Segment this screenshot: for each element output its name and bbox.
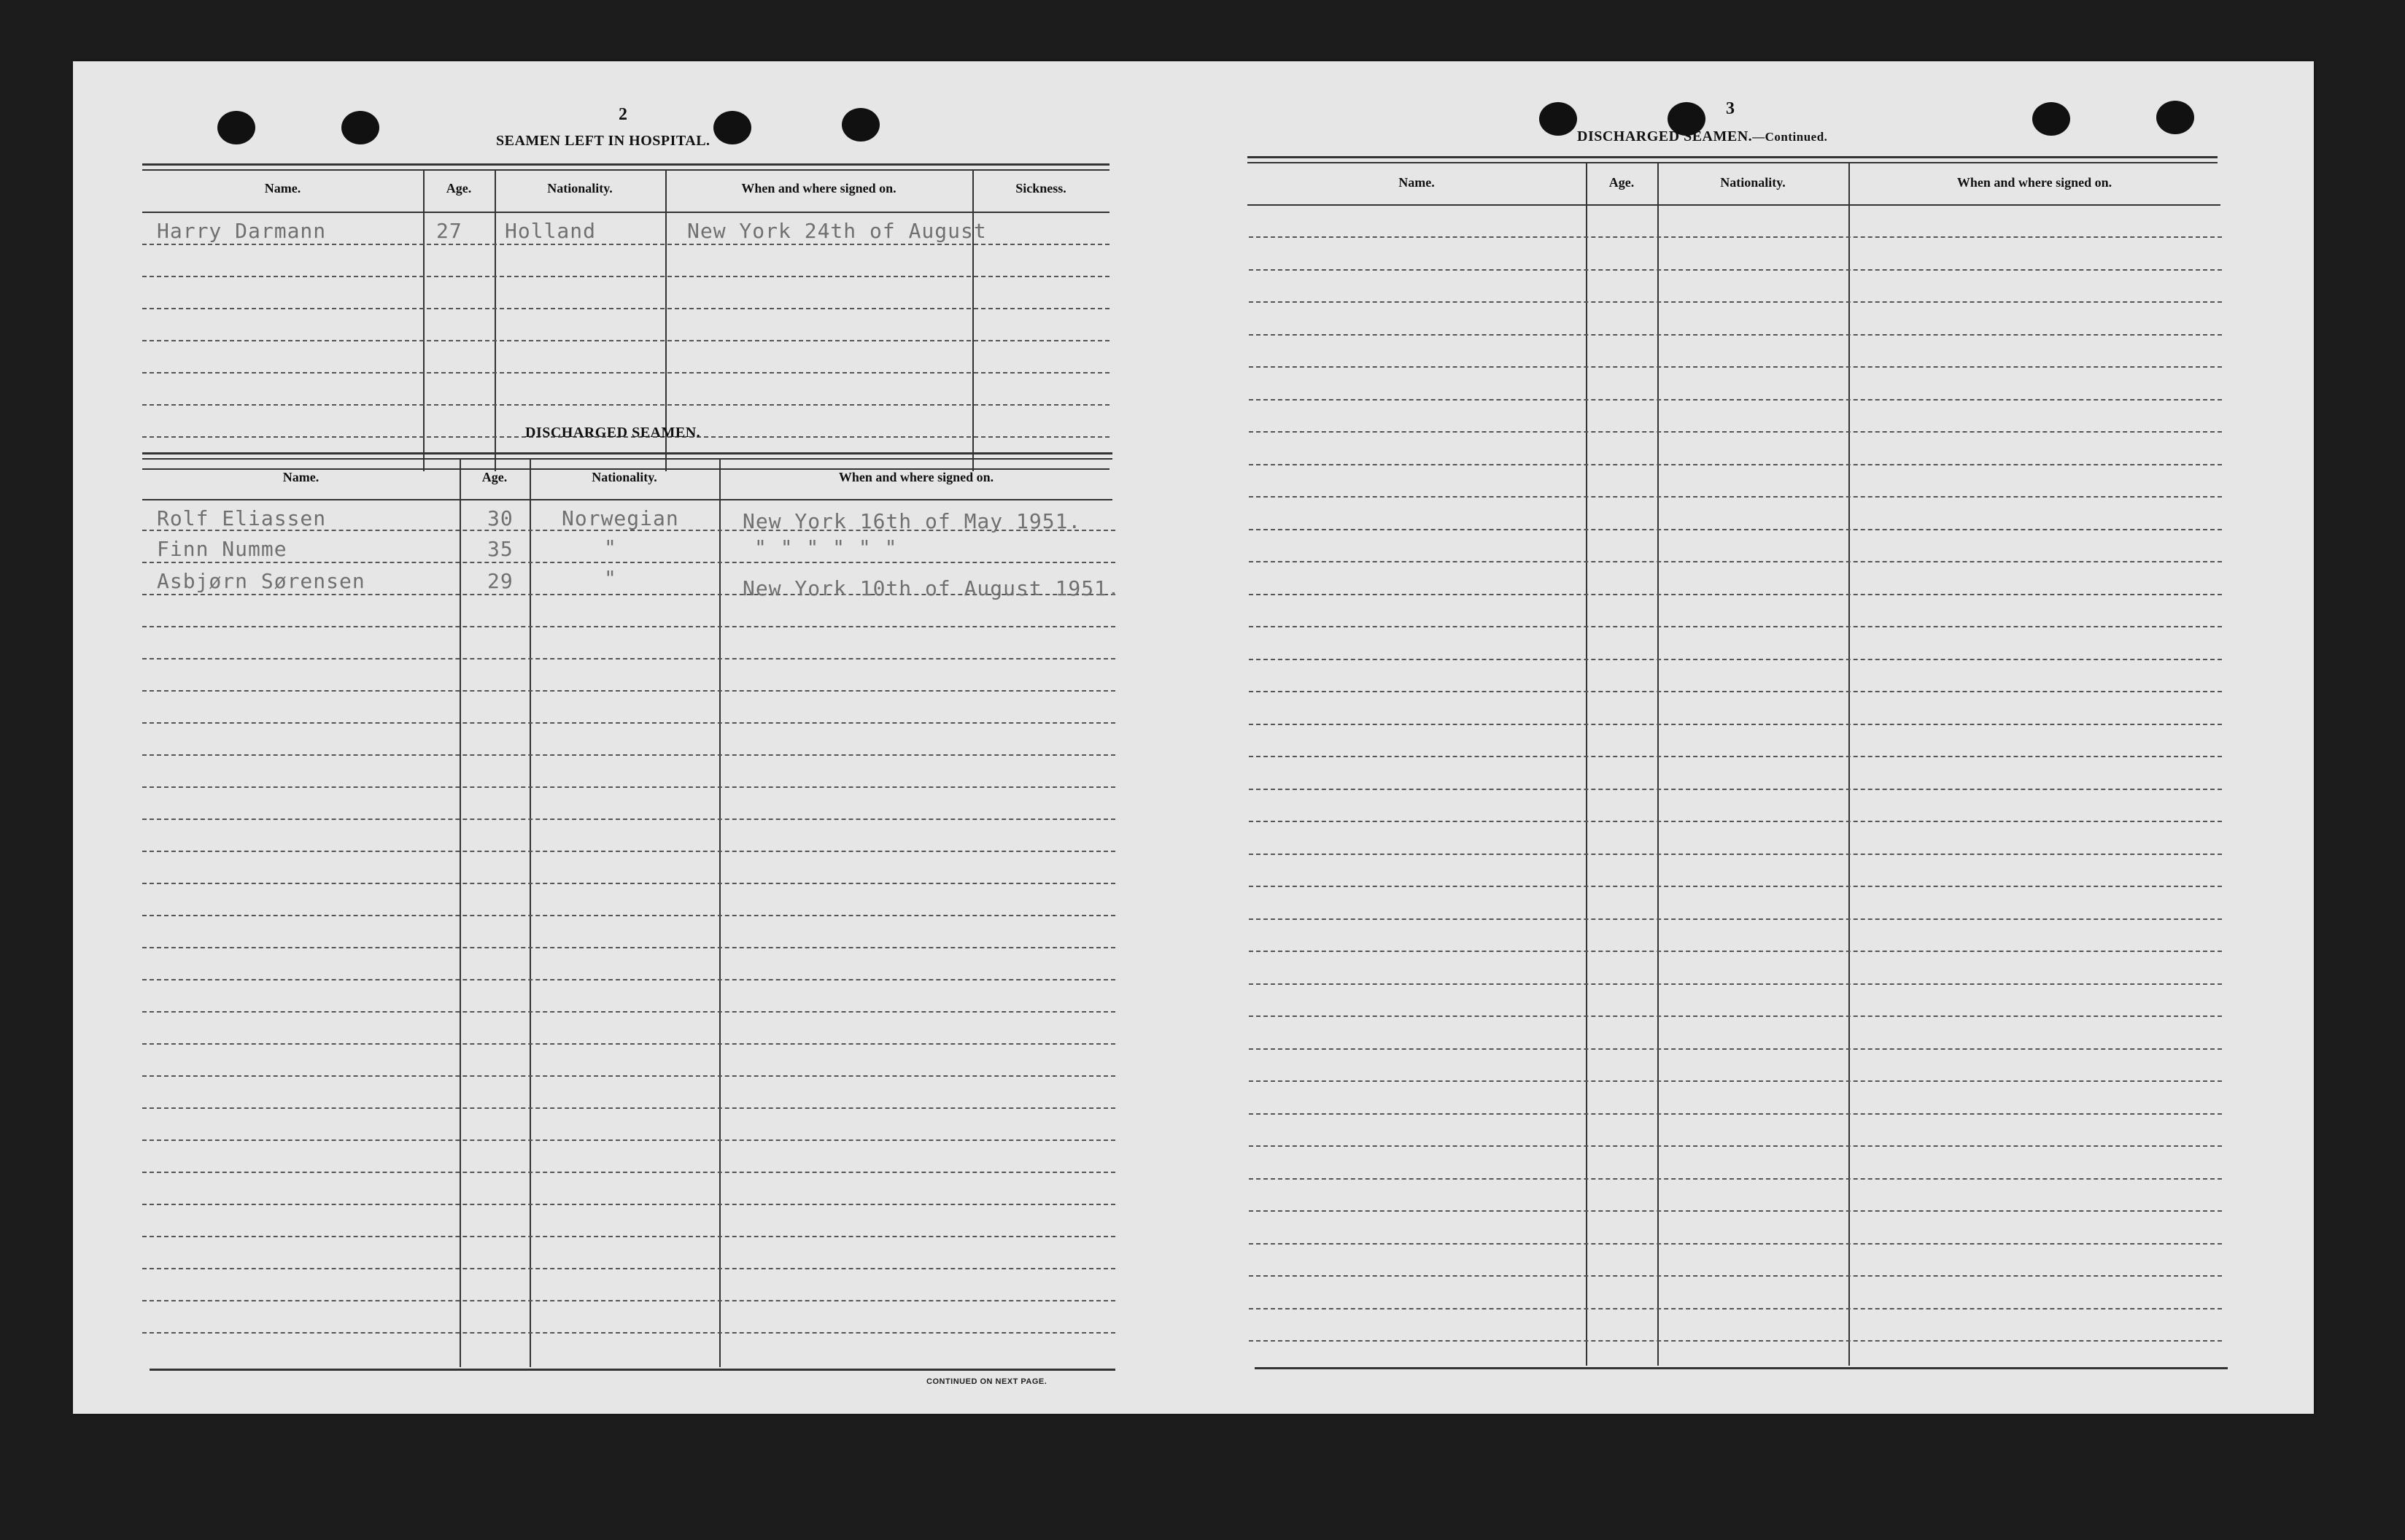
discharged-age-cell: 29 xyxy=(487,569,514,593)
punch-hole xyxy=(217,111,255,144)
ruled-line xyxy=(142,819,1115,820)
ruled-line xyxy=(142,1300,1115,1301)
discharged-col-age: Age. xyxy=(481,470,508,484)
right-col-nationality: Nationality. xyxy=(1720,175,1786,190)
ruled-line xyxy=(1249,1048,2222,1050)
ruled-line xyxy=(142,562,1115,563)
ruled-line xyxy=(142,1107,1115,1109)
discharged-col-nationality: Nationality. xyxy=(592,470,657,484)
punch-hole xyxy=(1539,102,1577,136)
punch-hole xyxy=(713,111,751,144)
ruled-line xyxy=(142,722,1115,724)
ruled-line xyxy=(142,1332,1115,1334)
title-continued: —Continued. xyxy=(1752,130,1828,144)
hospital-age-cell: 27 xyxy=(436,219,462,243)
continued-note: CONTINUED ON NEXT PAGE. xyxy=(926,1377,1047,1386)
hospital-col-name: Name. xyxy=(264,181,301,196)
punch-hole xyxy=(2156,101,2194,134)
hospital-col-nationality: Nationality. xyxy=(547,181,613,196)
hospital-signed-on-cell: New York 24th of August xyxy=(687,219,987,243)
ruled-line xyxy=(1249,1145,2222,1147)
page-number: 2 xyxy=(619,105,627,124)
ruled-line xyxy=(1249,1015,2222,1017)
ruled-line xyxy=(1249,529,2222,530)
ruled-line xyxy=(1249,983,2222,985)
punch-hole xyxy=(341,111,379,144)
discharged-nationality-cell: " xyxy=(604,535,617,560)
discharged-age-cell: 30 xyxy=(487,506,514,530)
discharged-section-title: DISCHARGED SEAMEN. xyxy=(525,425,701,441)
punch-hole xyxy=(842,108,880,142)
hospital-col-age: Age. xyxy=(446,181,472,196)
ruled-line xyxy=(1249,724,2222,725)
hospital-col-sickness: Sickness. xyxy=(1015,181,1066,196)
ruled-line xyxy=(1249,1178,2222,1180)
ruled-line xyxy=(1249,756,2222,757)
hospital-section-title: SEAMEN LEFT IN HOSPITAL. xyxy=(496,133,710,149)
ruled-line xyxy=(1249,496,2222,498)
discharged-col-signed-on: When and where signed on. xyxy=(838,470,994,484)
ruled-line xyxy=(1249,626,2222,627)
ruled-line xyxy=(1249,1243,2222,1245)
ruled-line xyxy=(1249,1113,2222,1115)
ruled-line xyxy=(142,754,1115,756)
ruled-line xyxy=(1249,854,2222,855)
ruled-line xyxy=(1249,691,2222,692)
discharged-signed-on-cell: New York 10th of August 1951. xyxy=(743,576,1120,600)
ruled-line xyxy=(1249,269,2222,271)
ruled-line xyxy=(142,883,1115,884)
ruled-line xyxy=(1249,1308,2222,1309)
ruled-line xyxy=(142,1204,1115,1205)
ruled-line xyxy=(1249,366,2222,368)
discharged-continued-title xyxy=(1577,128,1827,145)
ruled-line xyxy=(1249,659,2222,660)
ledger-sheet xyxy=(73,61,2314,1414)
hospital-nationality-cell: Holland xyxy=(505,219,597,243)
ruled-line xyxy=(1249,464,2222,465)
ruled-line xyxy=(142,626,1115,627)
hospital-col-signed-on: When and where signed on. xyxy=(741,181,896,196)
page-number: 3 xyxy=(1726,99,1735,118)
ruled-line xyxy=(142,786,1115,788)
ruled-line xyxy=(1249,1210,2222,1212)
ruled-line xyxy=(142,1268,1115,1269)
discharged-col-name: Name. xyxy=(282,470,319,484)
hospital-name-cell: Harry Darmann xyxy=(157,219,327,243)
punch-hole xyxy=(2032,102,2070,136)
ruled-line xyxy=(142,979,1115,980)
discharged-signed-on-cell: New York 16th of May 1951. xyxy=(743,509,1082,533)
discharged-signed-on-cell: " " " " " " xyxy=(754,535,898,560)
right-col-signed-on: When and where signed on. xyxy=(1956,175,2112,190)
ruled-line xyxy=(142,1236,1115,1237)
ruled-line xyxy=(1249,334,2222,336)
ruled-line xyxy=(1249,399,2222,401)
ruled-line xyxy=(142,915,1115,916)
ruled-line xyxy=(1249,918,2222,920)
ruled-line xyxy=(1249,951,2222,952)
discharged-nationality-cell: Norwegian xyxy=(562,506,679,530)
ruled-line xyxy=(142,658,1115,659)
discharged-age-cell: 35 xyxy=(487,537,514,561)
discharged-name-cell: Finn Numme xyxy=(157,537,287,561)
ruled-line xyxy=(1249,1080,2222,1082)
ruled-line xyxy=(142,851,1115,852)
ruled-line xyxy=(142,690,1115,692)
ruled-line xyxy=(1249,821,2222,822)
right-col-name: Name. xyxy=(1398,175,1435,190)
ruled-line xyxy=(1249,301,2222,303)
ruled-line xyxy=(142,1172,1115,1173)
ruled-line xyxy=(142,1043,1115,1045)
ruled-line xyxy=(142,947,1115,948)
ruled-line xyxy=(142,1075,1115,1077)
discharged-nationality-cell: " xyxy=(604,566,617,590)
ruled-line xyxy=(1249,1340,2222,1342)
ruled-line xyxy=(142,1139,1115,1141)
discharged-name-cell: Asbjørn Sørensen xyxy=(157,569,365,593)
ruled-line xyxy=(1249,789,2222,790)
ruled-line xyxy=(1249,594,2222,595)
ruled-line xyxy=(1249,561,2222,562)
ruled-line xyxy=(142,1011,1115,1013)
title-main: DISCHARGED SEAMEN. xyxy=(1577,128,1753,144)
ruled-line xyxy=(1249,236,2222,238)
ruled-line xyxy=(1249,886,2222,887)
discharged-name-cell: Rolf Eliassen xyxy=(157,506,327,530)
right-col-age: Age. xyxy=(1608,175,1635,190)
ruled-line xyxy=(1249,1275,2222,1277)
ruled-line xyxy=(1249,431,2222,433)
